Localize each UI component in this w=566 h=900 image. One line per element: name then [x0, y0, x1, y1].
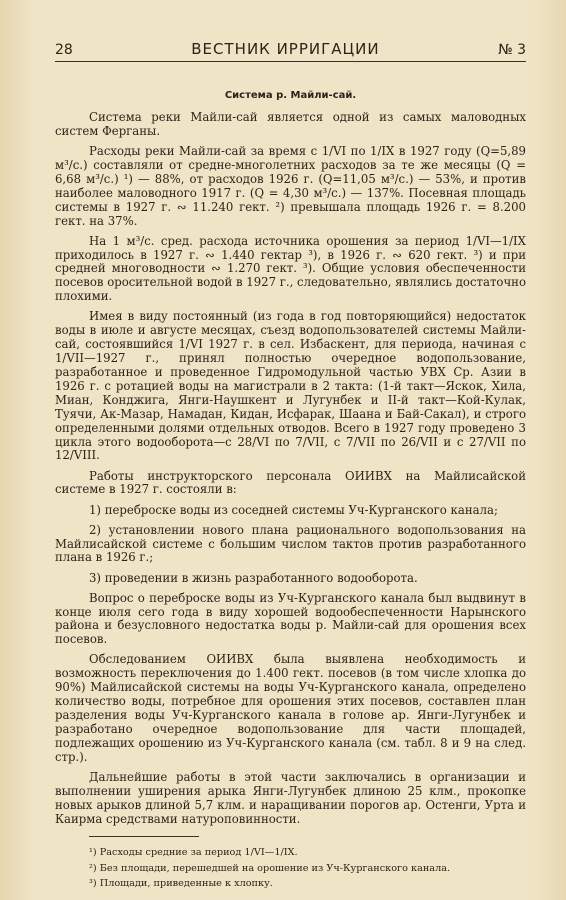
footnote: ²) Без площади, перешедшей на орошение из Уч-Курганского канала.	[89, 862, 451, 874]
footnotes	[55, 845, 526, 891]
paragraph: Система реки Майли-сай является одной из самых маловодных систем Ферганы.	[55, 110, 526, 138]
running-header	[55, 40, 526, 62]
paragraph: Расходы реки Майли-сай за время с 1/VI по 1/IX в 1927 году (Q=5,89 м³/с.) составляли от средне-многолетних расходов за те же месяцы (Q = 6,68 м³/с.) ¹) — 88%, от расходов 1926 г. (Q=11,05 м³/с.) — 53%, и против наиболее маловодного 1917 г. (Q = 4,30 м³/с.) — 137%. Посевная площадь системы в 1927 г. ∾ 11.240 гект. ²) превышала площадь 1926 г. = 8.200 гект. на 37%.	[55, 144, 526, 228]
footnote-divider	[89, 836, 199, 837]
section-title: Система р. Майли-сай.	[224, 90, 357, 101]
paragraph: Имея в виду постоянный (из года в год повторяющийся) недостаток воды в июле и августе месяцах, съезд водопользователей системы Майли-сай, состоявшийся 1/VI 1927 г. в сел. Избаскент, для периода, начиная с 1/VII—1927 г., принял полностью очередное водопользование, разработанное и проведенное Гидромодульной частью УВХ Ср. Азии в 1926 г. с ротацией воды на магистрали в 2 такта: (1-й такт—Яскок, Хила, Миан, Конджига, Янги-Наушкент и Лугунбек и II-й такт—Кой-Кулак, Туячи, Ак-Мазар, Намадан, Кидан, Исфарак, Шаана и Бай-Сакал), и строго определенными долями отдельных отводов. Всего в 1927 году проведено 3 цикла этого водооборота—с 28/VI по 7/VII, с 7/VII по 26/VII и с 27/VII по 12/VIII.	[55, 309, 526, 463]
issue-number: № 3	[498, 42, 526, 58]
list-item: 3) проведении в жизнь разработанного водооборота.	[89, 570, 418, 585]
article-body	[55, 111, 526, 826]
footnote: ³) Площади, приведенные к хлопку.	[89, 878, 273, 890]
list-item: 1) переброске воды из соседней системы Уч-Курганского канала;	[89, 502, 498, 517]
paragraph: Работы инструкторского персонала ОИИВХ на Майлисайской системе в 1927 г. состояли в:	[55, 468, 526, 497]
paragraph: Дальнейшие работы в этой части заключались в организации и выполнении уширения арыка Янги-Лугунбек длиною 25 клм., прокопке новых арыков длиной 5,7 клм. и наращивании порогов ар. Остенги, Урта и Каирма средствами натуроповинности.	[55, 769, 526, 826]
footnote: ¹) Расходы средние за период 1/VI—1/IX.	[89, 847, 298, 859]
journal-title: ВЕСТНИК ИРРИГАЦИИ	[191, 40, 380, 58]
paragraph: Вопрос о переброске воды из Уч-Курганского канала был выдвинут в конце июля сего года в виду хорошей водообеспеченности Нарынского района и безусловного недостатка воды р. Майли-сай для орошения всех посевов.	[55, 590, 526, 647]
page-number: 28	[55, 42, 73, 58]
paragraph: Обследованием ОИИВХ была выявлена необходимость и возможность переключения до 1.400 гект. посевов (в том числе хлопка до 90%) Майлисайской системы на воды Уч-Курганского канала, определено количество воды, потребное для орошения этих посевов, составлен план разделения воды Уч-Курганского канала в голове ар. Янги-Лугунбек и разработано очередное водопользование для части площадей, подлежащих орошению из Уч-Курганского канала (см. табл. 8 и 9 на след. стр.).	[55, 652, 526, 764]
paragraph: На 1 м³/с. сред. расхода источника орошения за период 1/VI—1/IX приходилось в 1927 г. ∾ 1.440 гектар ³), в 1926 г. ∾ 620 гект. ³) и при средней многоводности ∾ 1.270 гект. ³). Общие условия обеспеченности посевов оросительной водой в 1927 г., следовательно, являлись достаточно плохими.	[55, 233, 526, 304]
list-item: 2) установлении нового плана рационального водопользования на Майлисайской системе с большим числом тактов против разработанного плана в 1926 г.;	[55, 522, 526, 565]
